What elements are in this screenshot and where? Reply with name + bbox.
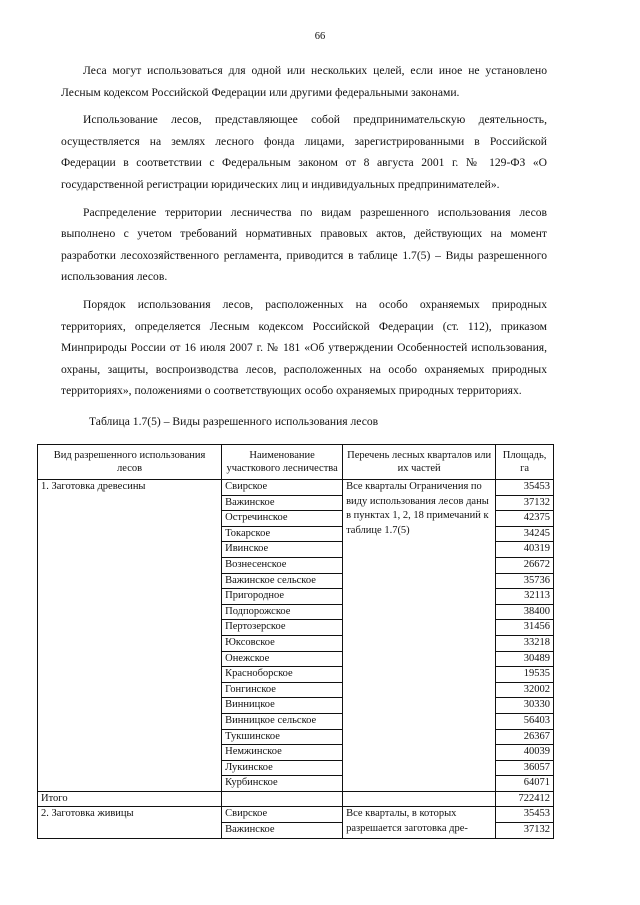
area-value: 32002 — [496, 682, 554, 698]
group-timber — [38, 480, 554, 792]
header-forestry: Наименование участкового лесничества — [222, 445, 343, 480]
forestry-name: Лукинское — [222, 760, 343, 776]
quarters-timber: Все кварталы Ограничения по виду использования лесов даны в пунктах 1, 2, 18 примечаний к таблице 1.7(5) — [343, 480, 496, 792]
header-quarters: Перечень лесных кварталов или их частей — [343, 445, 496, 480]
area-value: 37132 — [496, 495, 554, 511]
area-value: 32113 — [496, 589, 554, 605]
total-empty-quarters — [343, 791, 496, 807]
forestry-name: Пригородное — [222, 589, 343, 605]
forest-use-table — [37, 444, 554, 839]
forestry-name: Подпорожское — [222, 604, 343, 620]
table-header-row — [38, 445, 554, 480]
area-value: 37132 — [496, 823, 554, 839]
area-value: 34245 — [496, 526, 554, 542]
total-area: 722412 — [496, 791, 554, 807]
area-value: 35453 — [496, 480, 554, 496]
area-value: 40039 — [496, 745, 554, 761]
forestry-name: Немжинское — [222, 745, 343, 761]
forestry-name: Свирское — [222, 480, 343, 496]
paragraph-1: Леса могут использоваться для одной или нескольких целей, если иное не установлено Лесным кодексом Российской Федерации или другими федеральными законами. — [61, 64, 547, 99]
group-resin — [38, 807, 554, 838]
area-value: 56403 — [496, 713, 554, 729]
forestry-name: Важинское сельское — [222, 573, 343, 589]
table-caption: Таблица 1.7(5) – Виды разрешенного использования лесов — [89, 415, 379, 428]
forestry-name: Винницкое сельское — [222, 713, 343, 729]
area-value: 33218 — [496, 635, 554, 651]
forestry-name: Пертозерское — [222, 620, 343, 636]
area-value: 31456 — [496, 620, 554, 636]
table-row — [38, 480, 554, 496]
forestry-name: Токарское — [222, 526, 343, 542]
area-value: 30330 — [496, 698, 554, 714]
area-value: 38400 — [496, 604, 554, 620]
area-value: 19535 — [496, 667, 554, 683]
forestry-name: Тукшинское — [222, 729, 343, 745]
area-value: 26672 — [496, 557, 554, 573]
forestry-name: Свирское — [222, 807, 343, 823]
forestry-name: Гонгинское — [222, 682, 343, 698]
use-type-resin: 2. Заготовка живицы — [38, 807, 222, 838]
forestry-name: Юксовское — [222, 635, 343, 651]
forestry-name: Онежское — [222, 651, 343, 667]
area-value: 35453 — [496, 807, 554, 823]
total-label: Итого — [38, 791, 222, 807]
forestry-name: Важинское — [222, 495, 343, 511]
total-empty-name — [222, 791, 343, 807]
forestry-name: Вознесенское — [222, 557, 343, 573]
total-row — [38, 791, 554, 807]
paragraph-2: Использование лесов, представляющее собой предпринимательскую деятельность, осуществляется на землях лесного фонда лицами, зарегистрированными в Российской Федерации в соответствии с Федеральным законом от 8 августа 2001 г. № 129-ФЗ «О государственной регистрации юридических лиц и индивидуальных предпринимателей». — [61, 113, 547, 191]
area-value: 26367 — [496, 729, 554, 745]
quarters-resin: Все кварталы, в которых разрешается заготовка дре- — [343, 807, 496, 838]
area-value: 35736 — [496, 573, 554, 589]
header-use-type: Вид разрешенного использования лесов — [38, 445, 222, 480]
paragraph-3: Распределение территории лесничества по видам разрешенного использования лесов выполнено с учетом требований нормативных правовых актов, действующих на момент разработки лесохозяйственного регламента, приводится в таблице 1.7(5) – Виды разрешенного использования лесов. — [61, 205, 547, 284]
forestry-name: Важинское — [222, 823, 343, 839]
area-value: 64071 — [496, 776, 554, 792]
area-value: 42375 — [496, 511, 554, 527]
forestry-name: Красноборское — [222, 667, 343, 683]
table-row — [38, 807, 554, 823]
area-value: 40319 — [496, 542, 554, 558]
paragraph-4: Порядок использования лесов, расположенных на особо охраняемых природных территориях, определяется Лесным кодексом Российской Федерации (ст. 112), приказом Минприроды России от 16 июля 2007 г. № 181 «Об утверждении Особенностей использования, охраны, защиты, воспроизводства лесов, расположенных на особо охраняемых природных территориях», положениями о соответствующих особо охраняемых природных территориях. — [61, 297, 547, 398]
forestry-name: Ивинское — [222, 542, 343, 558]
forestry-name: Остречинское — [222, 511, 343, 527]
body-text — [61, 60, 547, 408]
use-type-timber: 1. Заготовка древесины — [38, 480, 222, 792]
forestry-name: Курбинское — [222, 776, 343, 792]
page-number: 66 — [314, 31, 326, 42]
header-area: Площадь, га — [496, 445, 554, 480]
area-value: 30489 — [496, 651, 554, 667]
area-value: 36057 — [496, 760, 554, 776]
forestry-name: Винницкое — [222, 698, 343, 714]
